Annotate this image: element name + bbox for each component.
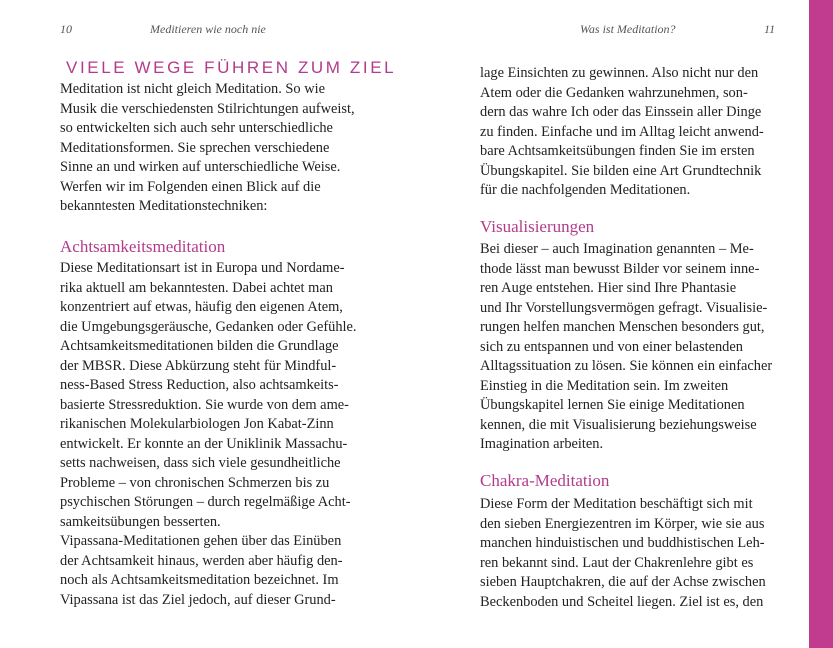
text-line: kennen, die mit Visualisierung beziehungsweise (480, 416, 757, 433)
text-line: Beckenboden und Scheitel liegen. Ziel ist es, den (480, 593, 764, 610)
text-line: entwickelt. Er konnte an der Uniklinik Massachu- (60, 435, 348, 452)
text-line: Vipassana ist das Ziel jedoch, auf dieser Grund- (60, 591, 336, 608)
text-line: samkeitsübungen besserten. (60, 513, 221, 530)
running-head-left: Meditieren wie noch nie (150, 22, 266, 36)
text-line: und Ihr Vorstellungsvermögen gefragt. Visualisie- (480, 299, 768, 316)
continuation-paragraph (480, 64, 764, 201)
left-page (0, 0, 416, 648)
visualisierungen-paragraph (480, 240, 772, 455)
text-line: Übungskapitel. Sie bilden eine Art Grundtechnik (480, 162, 762, 179)
text-line: Sinne an und wirken auf unterschiedliche Weise. (60, 159, 341, 175)
text-line: rungen helfen manchen Menschen besonders gut, (480, 319, 765, 335)
text-line: Vipassana-Meditationen gehen über das Einüben (60, 533, 342, 549)
text-line: Diese Meditationsart ist in Europa und Nordame- (60, 260, 345, 276)
text-line: ren bekannt sind. Laut der Chakrenlehre gibt es (480, 554, 754, 571)
text-line: bekanntesten Meditationstechniken: (60, 198, 268, 214)
right-page (416, 0, 806, 648)
text-line: den sieben Energiezentren im Körper, wie sie aus (480, 515, 765, 532)
text-line: ren Auge entstehen. Hier sind Ihre Phantasie (480, 280, 737, 296)
text-line: sich zu entspannen und von einer belastenden (480, 338, 743, 355)
text-line: rikanischen Molekularbiologen Jon Kabat-Zinn (60, 416, 334, 432)
text-line: Alltagssituation zu lösen. Sie können ein einfacher (480, 358, 773, 374)
page-number-left: 10 (60, 22, 72, 36)
text-line: Meditationsformen. Sie sprechen verschiedene (60, 139, 330, 156)
text-line: bare Achtsamkeitsübungen finden Sie im ersten (480, 143, 755, 159)
text-line: Achtsamkeitsmeditationen bilden die Grundlage (60, 338, 339, 354)
intro-paragraph (60, 80, 355, 217)
text-line: Atem oder die Gedanken wahrzunehmen, son- (480, 84, 748, 101)
text-line: thode lässt man bewusst Bilder vor seinem inne- (480, 260, 760, 277)
section-heading-visualisierungen: Visualisierungen (480, 217, 595, 236)
section-heading-chakra: Chakra-Meditation (480, 471, 610, 490)
text-line: die Umgebungsgeräusche, Gedanken oder Gefühle. (60, 318, 357, 335)
text-line: ness-Based Stress Reduction, also achtsamkeits- (60, 377, 339, 393)
running-head-right: Was ist Meditation? (580, 22, 676, 36)
text-line: Einstieg in die Meditation sein. Im zweiten (480, 377, 729, 394)
text-line: Übungskapitel lernen Sie einige Meditationen (480, 397, 745, 413)
text-line: Probleme – von chronischen Schmerzen bis zu (60, 474, 330, 491)
text-line: Musik die verschiedensten Stilrichtungen aufweist, (60, 100, 355, 117)
text-line: noch als Achtsamkeitsmeditation bezeichnet. Im (60, 572, 339, 588)
chakra-paragraph (480, 495, 766, 612)
chapter-tab-marker (809, 0, 833, 648)
text-line: psychischen Störungen – durch regelmäßige Acht- (60, 494, 351, 510)
text-line: Bei dieser – auch Imagination genannten – Me- (480, 241, 754, 257)
text-line: Werfen wir im Folgenden einen Blick auf die (60, 178, 321, 195)
text-line: konzentriert auf etwas, häufig den eigenen Atem, (60, 299, 343, 315)
text-line: sieben Hauptchakren, die auf der Achse zwischen (480, 574, 766, 590)
page-number-right: 11 (764, 22, 776, 36)
text-line: Diese Form der Meditation beschäftigt sich mit (480, 496, 753, 512)
text-line: lage Einsichten zu gewinnen. Also nicht nur den (480, 65, 759, 81)
achtsamkeit-paragraph (60, 259, 357, 610)
text-line: basierte Stressreduktion. Sie wurde von dem ame- (60, 396, 349, 413)
section-heading-achtsamkeit: Achtsamkeitsmeditation (60, 237, 226, 256)
chapter-title: VIELE WEGE FÜHREN ZUM ZIEL (66, 58, 397, 77)
text-line: rika aktuell am bekanntesten. Dabei achtet man (60, 279, 333, 296)
text-line: für die nachfolgenden Meditationen. (480, 182, 691, 198)
text-line: zu finden. Einfache und im Alltag leicht anwend- (480, 123, 764, 140)
text-line: setts nachweisen, dass sich viele gesundheitliche (60, 455, 341, 471)
text-line: Imagination arbeiten. (480, 436, 604, 452)
text-line: der Achtsamkeit hinaus, werden aber häufig den- (60, 552, 343, 569)
text-line: manchen hinduistischen und buddhistischen Leh- (480, 535, 765, 551)
text-line: so entwickelten sich auch sehr unterschiedliche (60, 120, 333, 136)
text-line: der MBSR. Diese Abkürzung steht für Mindful- (60, 357, 337, 374)
text-line: Meditation ist nicht gleich Meditation. So wie (60, 81, 325, 97)
text-line: dern das wahre Ich oder das Einssein aller Dinge (480, 104, 762, 120)
